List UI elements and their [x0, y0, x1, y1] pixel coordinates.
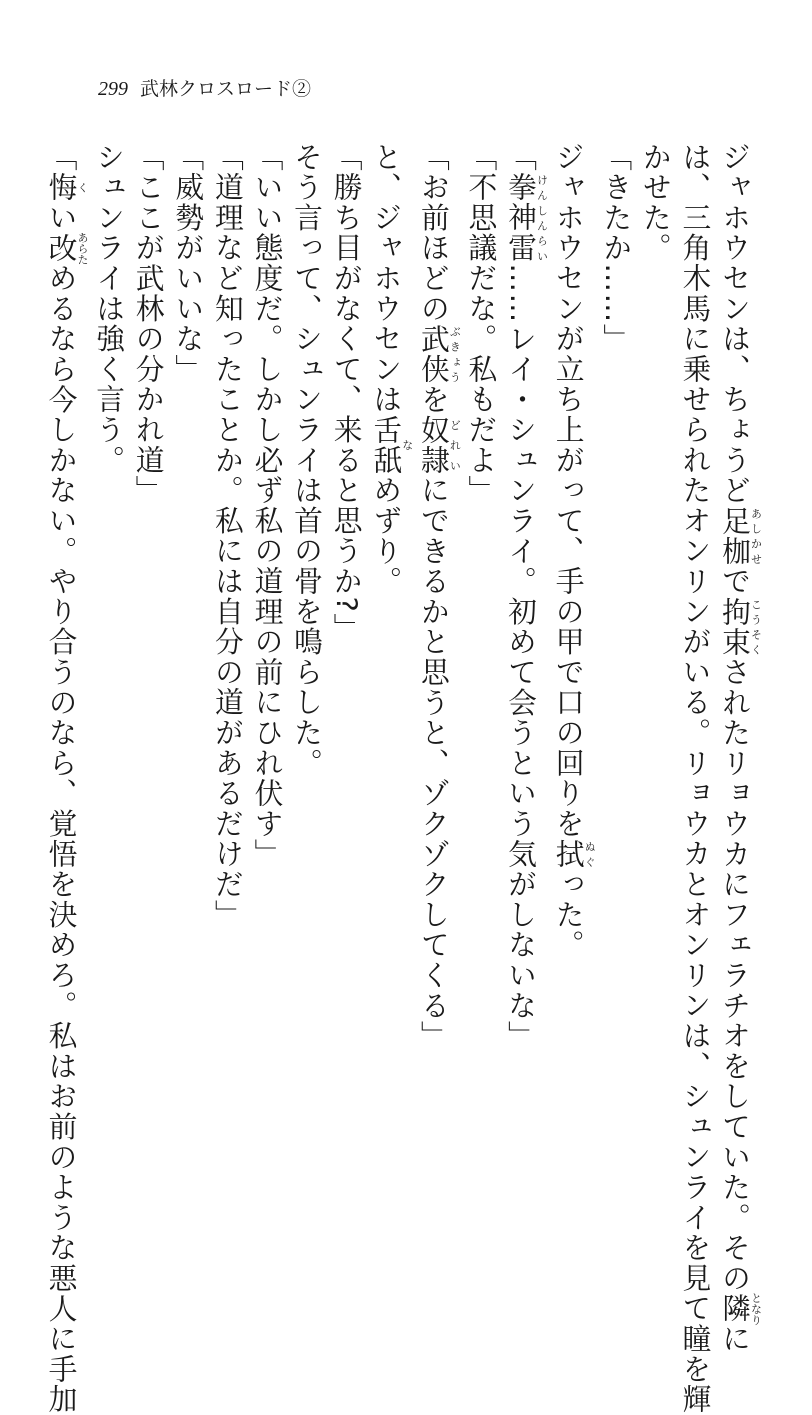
- text-run: 「不思議だな。私もだよ」: [464, 142, 499, 506]
- text-line: [89, 142, 129, 1152]
- text-line: [635, 142, 675, 1152]
- text-line: [500, 142, 548, 1152]
- text-run: を: [416, 384, 451, 415]
- text-line: [168, 142, 208, 1152]
- text-run: ジャホウセンは、ちょうど: [718, 142, 752, 506]
- text-run: シュンライは強く言う。: [92, 142, 127, 476]
- ruby-annotated-word: 舌舐な: [369, 414, 414, 476]
- text-line: [128, 142, 168, 1152]
- ruby-annotated-word: 悔く: [44, 172, 89, 203]
- text-run: い: [44, 202, 79, 233]
- furigana: な: [400, 414, 414, 476]
- text-run: 「きたか……」: [599, 142, 634, 355]
- furigana: ぬぐ: [583, 838, 597, 870]
- text-run: と、ジャホウセンは: [369, 142, 404, 415]
- text-run: ジャホウセンが立ち上がって、手の甲で口の回りを: [551, 142, 586, 839]
- furigana: く: [76, 172, 89, 203]
- ruby-annotated-word: 拭ぬぐ: [551, 838, 597, 870]
- text-line: [366, 142, 414, 1152]
- text-run: めずり。: [369, 475, 404, 597]
- text-run: にできるかと思うと、ゾクゾクしてくる」: [416, 475, 451, 1052]
- ruby-annotated-word: 隣となり: [718, 1292, 763, 1326]
- text-run: そう言って、シュンライは首の骨を鳴らした。: [290, 142, 325, 779]
- ruby-annotated-word: 拘束こうそく: [718, 596, 763, 658]
- text-line: [41, 142, 89, 1415]
- text-run: は、三角木馬に乗せられたオンリンがいる。リョウカとオンリンは、シュンライを見て瞳を輝: [678, 142, 713, 1415]
- text-line: [548, 142, 596, 1152]
- text-run: 「威勢がいいな」: [171, 142, 206, 385]
- text-run: 「道理など知ったことか。私には自分の道があるだけだ」: [210, 142, 245, 930]
- page-number: 299: [98, 78, 128, 100]
- text-run: 「: [504, 142, 539, 173]
- text-run: かせた。: [638, 142, 673, 264]
- text-run: 「: [44, 142, 79, 173]
- text-run: 「ここが武林の分かれ道」: [131, 142, 166, 506]
- furigana: ぶきょう: [448, 323, 462, 385]
- text-line: [596, 142, 636, 1152]
- text-run: った。: [551, 869, 586, 961]
- text-line: [207, 142, 247, 1152]
- text-run: に: [718, 1323, 752, 1355]
- furigana: あらた: [76, 231, 89, 265]
- novel-body-text: [44, 142, 763, 1415]
- text-run: で: [718, 566, 752, 597]
- text-line: [286, 142, 326, 1152]
- text-run: ……レイ・シュンライ。初めて会うという気がしないな」: [504, 263, 539, 1052]
- ruby-annotated-word: 拳神雷けんしんらい: [504, 172, 549, 264]
- furigana: けんしんらい: [535, 172, 549, 264]
- text-run: 「勝ち目がなくて、来ると思うか?」: [329, 142, 364, 644]
- text-run: されたリョウカにフェラチオをしていた。その: [718, 657, 752, 1294]
- ruby-annotated-word: 武侠ぶきょう: [416, 323, 462, 385]
- text-line: [675, 142, 715, 1415]
- text-line: [461, 142, 501, 1152]
- ruby-annotated-word: 改あらた: [44, 231, 89, 265]
- text-line: [714, 142, 763, 1355]
- book-title: 武林クロスロード②: [140, 78, 312, 100]
- ruby-annotated-word: 足枷あしかせ: [718, 505, 763, 567]
- text-line: [326, 142, 366, 1152]
- text-run: 「お前ほどの: [416, 142, 451, 324]
- furigana: となり: [749, 1292, 763, 1326]
- furigana: どれい: [448, 414, 462, 476]
- furigana: あしかせ: [749, 505, 763, 567]
- text-run: めるなら今しかない。やり合うのなら、覚悟を決めろ。私はお前のような悪人に手加: [44, 263, 79, 1415]
- text-line: [247, 142, 287, 1152]
- furigana: こうそく: [749, 596, 763, 658]
- text-line: [413, 142, 461, 1152]
- text-run: 「いい態度だ。しかし必ず私の道理の前にひれ伏す」: [250, 142, 285, 870]
- ruby-annotated-word: 奴隷どれい: [416, 414, 462, 476]
- running-head: [98, 77, 311, 101]
